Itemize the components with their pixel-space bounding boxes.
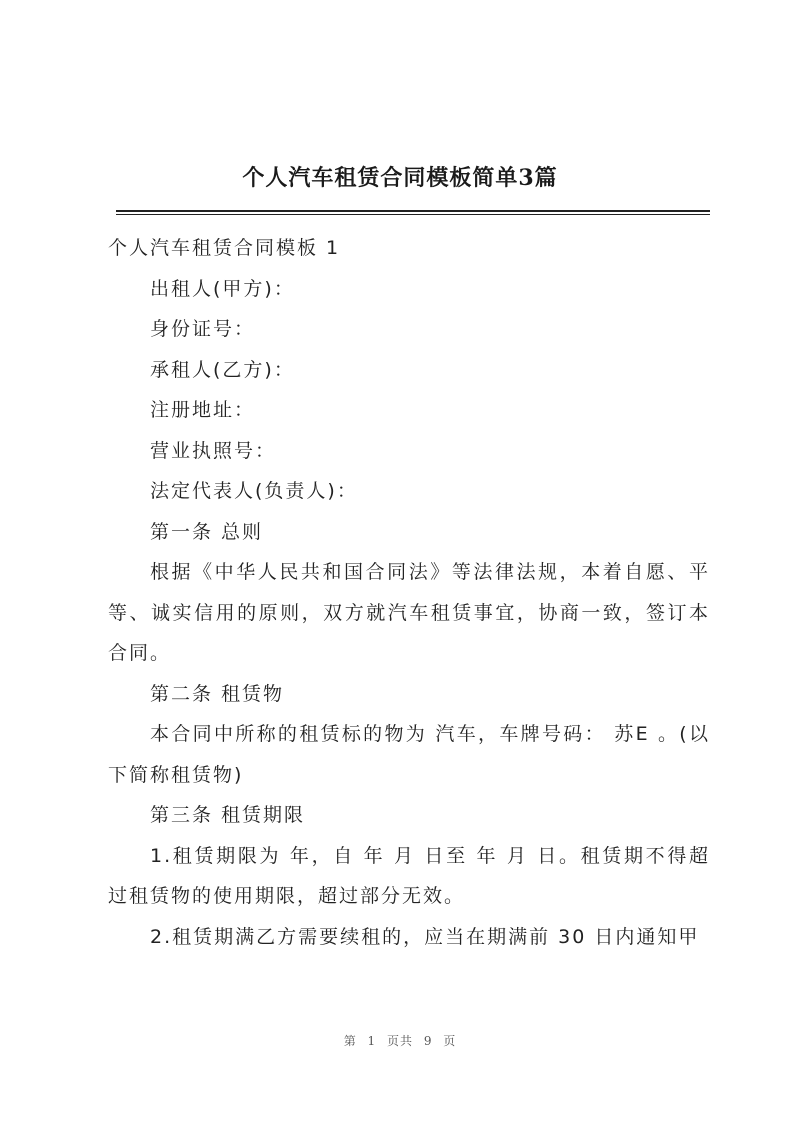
field-id-number: 身份证号： (150, 318, 256, 340)
article-2-heading: 第二条 租赁物 (150, 682, 285, 705)
document-title: 个人汽车租赁合同模板简单3篇 (242, 165, 558, 191)
field-registered-address: 注册地址： (150, 399, 256, 421)
document-body (108, 228, 710, 957)
article-3-clause-1: 1.租赁期限为 年，自 年 月 日至 年 月 日。租赁期不得超过租赁物的使用期限，超过部分无效。 (108, 844, 710, 907)
article-1-paragraph: 根据《中华人民共和国合同法》等法律法规，本着自愿、平等、诚实信用的原则，双方就汽车租赁事宜，协商一致，签订本合同。 (108, 561, 710, 664)
title-rule-thin (116, 214, 710, 215)
field-lessee: 承租人(乙方)： (150, 358, 295, 381)
article-2-paragraph: 本合同中所称的租赁标的物为 汽车，车牌号码： 苏E 。(以下简称租赁物) (108, 723, 710, 786)
article-3-clause-2: 2.租赁期满乙方需要续租的，应当在期满前 30 日内通知甲 (150, 925, 700, 948)
page-footer: 第 1 页共 9 页 (343, 1034, 457, 1048)
section-heading: 个人汽车租赁合同模板 1 (108, 237, 341, 259)
article-3-heading: 第三条 租赁期限 (150, 804, 306, 826)
field-lessor: 出租人(甲方)： (150, 277, 295, 300)
article-1-heading: 第一条 总则 (150, 520, 264, 543)
field-business-license: 营业执照号： (150, 439, 277, 462)
title-rule-thick (116, 210, 710, 212)
field-legal-representative: 法定代表人(负责人)： (150, 480, 358, 502)
